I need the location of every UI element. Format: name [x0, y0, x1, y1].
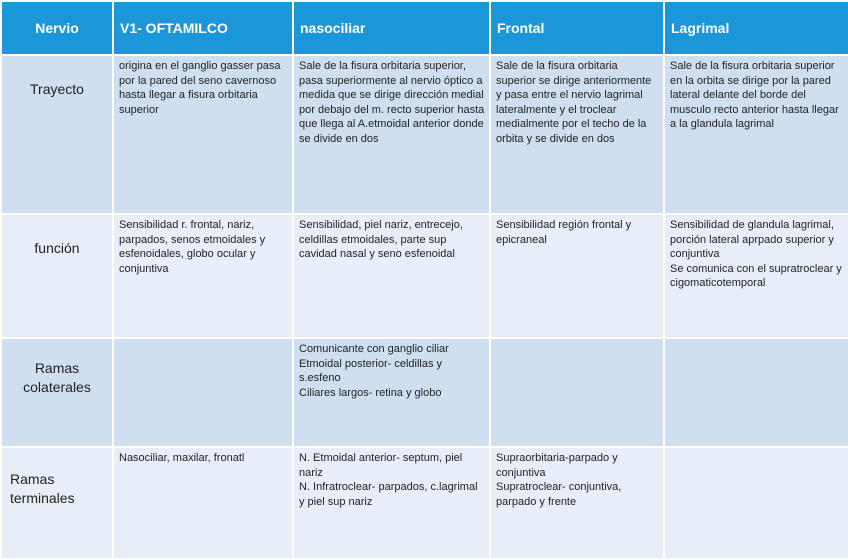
cell-trayecto-lagrimal: Sale de la fisura orbitaria superior en la orbita se dirige por la pared lateral delante del borde del musculo recto anterior hasta llegar a la glandula lagrimal: [664, 55, 848, 214]
header-v1-oftalmico: V1- OFTAMILCO: [113, 1, 293, 55]
table-row-ramas-terminales: [1, 447, 848, 559]
table-row-trayecto: [1, 55, 848, 214]
header-frontal: Frontal: [490, 1, 664, 55]
cell-terminales-v1: Nasociliar, maxilar, fronatl: [113, 447, 293, 559]
cell-terminales-nasociliar: N. Etmoidal anterior- septum, piel nariz N. Infratroclear- parpados, c.lagrimal y piel sup nariz: [293, 447, 490, 559]
cell-trayecto-frontal: Sale de la fisura orbitaria superior se dirige anteriormente y pasa entre el nervio lagrimal lateralmente y el troclear medialmente por el techo de la orbita y se divide en dos: [490, 55, 664, 214]
row-label-ramas-terminales: Ramas terminales: [1, 447, 113, 559]
cell-funcion-nasociliar: Sensibilidad, piel nariz, entrecejo, celdillas etmoidales, parte sup cavidad nasal y seno esfenoidal: [293, 214, 490, 338]
cell-trayecto-nasociliar: Sale de la fisura orbitaria superior, pasa superiormente al nervio óptico a medida que se dirige dirección medial por debajo del m. recto superior hasta que llega al A.etmoidal anterior donde se divide en dos: [293, 55, 490, 214]
row-label-funcion: función: [1, 214, 113, 338]
table-row-funcion: [1, 214, 848, 338]
cell-colaterales-nasociliar: Comunicante con ganglio ciliar Etmoidal posterior- celdillas y s.esfeno Ciliares largos- retina y globo: [293, 338, 490, 447]
cell-funcion-frontal: Sensibilidad región frontal y epicraneal: [490, 214, 664, 338]
cell-colaterales-v1: [113, 338, 293, 447]
header-lagrimal: Lagrimal: [664, 1, 848, 55]
table-row-ramas-colaterales: [1, 338, 848, 447]
cell-funcion-lagrimal: Sensibilidad de glandula lagrimal, porción lateral aprpado superior y conjuntiva Se comunica con el supratroclear y cigomaticotemporal: [664, 214, 848, 338]
cell-terminales-frontal: Supraorbitaria-parpado y conjuntiva Supratroclear- conjuntiva, parpado y frente: [490, 447, 664, 559]
header-nervio: Nervio: [1, 1, 113, 55]
cell-colaterales-frontal: [490, 338, 664, 447]
header-nasociliar: nasociliar: [293, 1, 490, 55]
row-label-ramas-colaterales: Ramas colaterales: [1, 338, 113, 447]
cell-colaterales-lagrimal: [664, 338, 848, 447]
cell-terminales-lagrimal: [664, 447, 848, 559]
cell-trayecto-v1: origina en el ganglio gasser pasa por la pared del seno cavernoso hasta llegar a fisura orbitaria superior: [113, 55, 293, 214]
row-label-trayecto: Trayecto: [1, 55, 113, 214]
header-row: [1, 1, 848, 55]
cell-funcion-v1: Sensibilidad r. frontal, nariz, parpados, senos etmoidales y esfenoidales, globo ocular y conjuntiva: [113, 214, 293, 338]
